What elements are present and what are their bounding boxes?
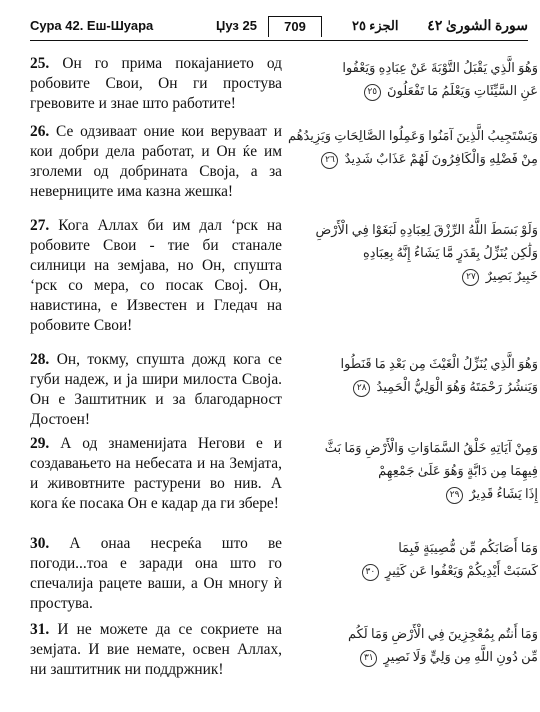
verse-translation xyxy=(30,620,282,680)
juz-label-arabic: الجزء ٢٥ xyxy=(352,18,399,33)
verse-arabic xyxy=(287,124,538,170)
arabic-line: وَمَا أَنتُم بِمُعْجِزِينَ فِي الْأَرْضِ وَمَا لَكُم xyxy=(347,626,538,641)
verse-text: Он, токму, спушта дожд кога се губи надеж, и ја шири милоста Своја. Он е Заштитник и за благодарност Достоен! xyxy=(30,351,282,428)
arabic-line: مِّن دُونِ اللَّهِ مِن وَلِيٍّ وَلَا نَصِيرٍ ٣١ xyxy=(320,645,538,668)
verse-arabic xyxy=(320,56,538,102)
ayah-number-icon: ٢٦ xyxy=(321,152,338,169)
arabic-line: كَسَبَتْ أَيْدِيكُمْ وَيَعْفُوا عَن كَثِيرٍ ٣٠ xyxy=(320,559,538,582)
verse-arabic xyxy=(320,536,538,582)
verse-arabic xyxy=(320,436,538,505)
arabic-line: وَهُوَ الَّذِي يُنَزِّلُ الْغَيْثَ مِن بَعْدِ مَا قَنَطُوا xyxy=(340,356,538,371)
verse-number: 28. xyxy=(30,351,50,368)
surah-title-arabic: سورة الشورىٰ ٤٢ xyxy=(427,19,528,34)
arabic-line: وَمِنْ آيَاتِهِ خَلْقُ السَّمَاوَاتِ وَالْأَرْضِ وَمَا بَثَّ xyxy=(324,440,538,455)
arabic-line: مِنْ فَضْلِهِ وَالْكَافِرُونَ لَهُمْ عَذَابٌ شَدِيدٌ ٢٦ xyxy=(320,147,538,170)
arabic-line: وَلَٰكِن يُنَزِّلُ بِقَدَرٍ مَّا يَشَاءُ إِنَّهُ بِعِبَادِهِ xyxy=(362,245,538,260)
verse-text: Се одзиваат оние кои веруваат и кои добри дела работат, и Он ќе им зголеми од добрината Своја, а за неверниците има казна жешка! xyxy=(30,123,282,200)
verse-text: А онаа несреќа што ве погоди...тоа е заради она што го спечалија рацете ваши, а Он многу ѝ простува. xyxy=(30,535,282,612)
verse-text: Кога Аллах би им дал ‘рск на робовите Свои - тие би станале силници на земјава, но Он, спушта ‘рск со мера, со посак Свој. Он, навистина, е Известен и Гледач на робовите Свои! xyxy=(30,217,282,334)
arabic-line: خَبِيرٌ بَصِيرٌ ٢٧ xyxy=(320,264,538,287)
verse-text: И не можете да се сокриете на земјата. И вие немате, освен Аллах, ни заштитник ни поддржник! xyxy=(30,621,282,678)
verse-translation xyxy=(30,434,282,514)
arabic-line: عَنِ السَّيِّئَاتِ وَيَعْلَمُ مَا تَفْعَلُونَ ٢٥ xyxy=(320,79,538,102)
verse-number: 29. xyxy=(30,435,50,452)
verse-arabic xyxy=(315,218,538,287)
arabic-line: فِيهِمَا مِن دَابَّةٍ وَهُوَ عَلَىٰ جَمْعِهِمْ xyxy=(378,463,538,478)
arabic-line: وَيَنشُرُ رَحْمَتَهُ وَهُوَ الْوَلِيُّ الْحَمِيدُ ٢٨ xyxy=(320,375,538,398)
arabic-line: وَيَسْتَجِيبُ الَّذِينَ آمَنُوا وَعَمِلُوا الصَّالِحَاتِ وَيَزِيدُهُم xyxy=(287,128,538,143)
verse-translation xyxy=(30,350,282,430)
verse-translation xyxy=(30,534,282,614)
page-header xyxy=(30,14,528,41)
ayah-number-icon: ٣٠ xyxy=(362,564,379,581)
verse-text: А од знаменијата Негови е и создавањето на небесата и на Земјата, и живовтните растурени во нив. А кога ќе посака Он е кадар да ги збере! xyxy=(30,435,282,512)
ayah-number-icon: ٢٩ xyxy=(446,487,463,504)
verse-arabic xyxy=(320,622,538,668)
page-number: 709 xyxy=(268,16,322,37)
verse-number: 25. xyxy=(30,55,50,72)
verse-number: 27. xyxy=(30,217,50,234)
surah-title: Сура 42. Еш-Шуара xyxy=(30,18,154,33)
arabic-line: إِذَا يَشَاءُ قَدِيرٌ ٢٩ xyxy=(320,482,538,505)
verse-arabic xyxy=(320,352,538,398)
verse-translation xyxy=(30,216,282,336)
ayah-number-icon: ٢٨ xyxy=(353,380,370,397)
verse-number: 30. xyxy=(30,535,50,552)
verse-number: 31. xyxy=(30,621,50,638)
ayah-number-icon: ٢٥ xyxy=(364,84,381,101)
verse-translation xyxy=(30,122,282,202)
arabic-line: وَلَوْ بَسَطَ اللَّهُ الرِّزْقَ لِعِبَادِهِ لَبَغَوْا فِي الْأَرْضِ xyxy=(315,222,538,237)
verse-translation xyxy=(30,54,282,114)
arabic-line: وَهُوَ الَّذِي يَقْبَلُ التَّوْبَةَ عَنْ عِبَادِهِ وَيَعْفُوا xyxy=(342,60,538,75)
ayah-number-icon: ٢٧ xyxy=(462,269,479,286)
arabic-line: وَمَا أَصَابَكُم مِّن مُّصِيبَةٍ فَبِمَا xyxy=(398,540,538,555)
juz-label: Џуз 25 xyxy=(216,18,257,33)
verse-number: 26. xyxy=(30,123,50,140)
verse-text: Он го прима покајанието од робовите Свои, Он ги простува гревовите и знае што работите! xyxy=(30,55,282,112)
ayah-number-icon: ٣١ xyxy=(360,650,377,667)
